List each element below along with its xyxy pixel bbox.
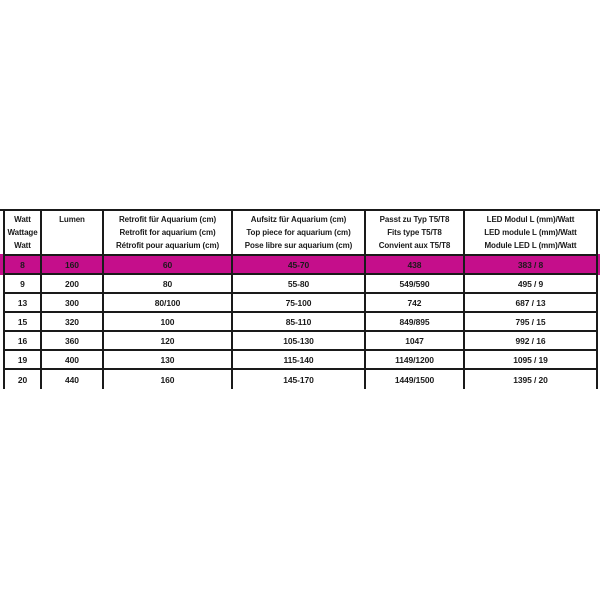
cell-lumen: 320 xyxy=(42,313,104,332)
cell-retrofit: 160 xyxy=(104,370,233,389)
cell-retrofit: 80 xyxy=(104,275,233,294)
cell-t5t8: 1047 xyxy=(366,332,465,351)
header-line: Watt xyxy=(14,215,31,224)
cell-t5t8: 742 xyxy=(366,294,465,313)
header-line: Lumen xyxy=(59,215,85,224)
cell-top-piece: 85-110 xyxy=(233,313,366,332)
cell-lumen: 440 xyxy=(42,370,104,389)
header-line: Module LED L (mm)/Watt xyxy=(484,241,577,250)
cell-retrofit: 80/100 xyxy=(104,294,233,313)
column-header-watt xyxy=(5,211,42,256)
cell-t5t8: 1449/1500 xyxy=(366,370,465,389)
cell-top-piece: 145-170 xyxy=(233,370,366,389)
column-header-led-module xyxy=(465,211,598,256)
cell-lumen: 160 xyxy=(42,256,104,275)
cell-watt: 15 xyxy=(5,313,42,332)
column-header-lumen xyxy=(42,211,104,256)
cell-t5t8: 549/590 xyxy=(366,275,465,294)
cell-lumen: 360 xyxy=(42,332,104,351)
cell-top-piece: 55-80 xyxy=(233,275,366,294)
cell-led-module: 992 / 16 xyxy=(465,332,598,351)
cell-retrofit: 60 xyxy=(104,256,233,275)
header-line: LED Modul L (mm)/Watt xyxy=(486,215,575,224)
cell-lumen: 200 xyxy=(42,275,104,294)
cell-watt: 20 xyxy=(5,370,42,389)
column-header-top-piece xyxy=(233,211,366,256)
cell-led-module: 495 / 9 xyxy=(465,275,598,294)
cell-t5t8: 849/895 xyxy=(366,313,465,332)
header-line: Passt zu Typ T5/T8 xyxy=(379,215,450,224)
cell-top-piece: 115-140 xyxy=(233,351,366,370)
header-line: Pose libre sur aquarium (cm) xyxy=(244,241,353,250)
cell-lumen: 300 xyxy=(42,294,104,313)
cell-retrofit: 100 xyxy=(104,313,233,332)
header-line: Top piece for aquarium (cm) xyxy=(246,228,351,237)
cell-led-module: 1395 / 20 xyxy=(465,370,598,389)
cell-retrofit: 120 xyxy=(104,332,233,351)
cell-watt: 9 xyxy=(5,275,42,294)
cell-watt: 8 xyxy=(5,256,42,275)
cell-led-module: 795 / 15 xyxy=(465,313,598,332)
cell-watt: 19 xyxy=(5,351,42,370)
column-header-t5t8 xyxy=(366,211,465,256)
cell-t5t8: 438 xyxy=(366,256,465,275)
header-line: Wattage xyxy=(7,228,38,237)
cell-led-module: 383 / 8 xyxy=(465,256,598,275)
header-line: Watt xyxy=(14,241,31,250)
header-line: Retrofit for aquarium (cm) xyxy=(119,228,216,237)
column-header-retrofit xyxy=(104,211,233,256)
cell-led-module: 687 / 13 xyxy=(465,294,598,313)
cell-top-piece: 45-70 xyxy=(233,256,366,275)
header-line: LED module L (mm)/Watt xyxy=(484,228,577,237)
header-line: Retrofit für Aquarium (cm) xyxy=(118,215,217,224)
cell-watt: 16 xyxy=(5,332,42,351)
spec-table xyxy=(3,211,598,389)
cell-lumen: 400 xyxy=(42,351,104,370)
cell-top-piece: 75-100 xyxy=(233,294,366,313)
header-line: Aufsitz für Aquarium (cm) xyxy=(250,215,347,224)
cell-top-piece: 105-130 xyxy=(233,332,366,351)
header-line: Rétrofit pour aquarium (cm) xyxy=(115,241,220,250)
cell-retrofit: 130 xyxy=(104,351,233,370)
header-line: Convient aux T5/T8 xyxy=(378,241,451,250)
header-line: Fits type T5/T8 xyxy=(387,228,442,237)
cell-led-module: 1095 / 19 xyxy=(465,351,598,370)
cell-t5t8: 1149/1200 xyxy=(366,351,465,370)
cell-watt: 13 xyxy=(5,294,42,313)
